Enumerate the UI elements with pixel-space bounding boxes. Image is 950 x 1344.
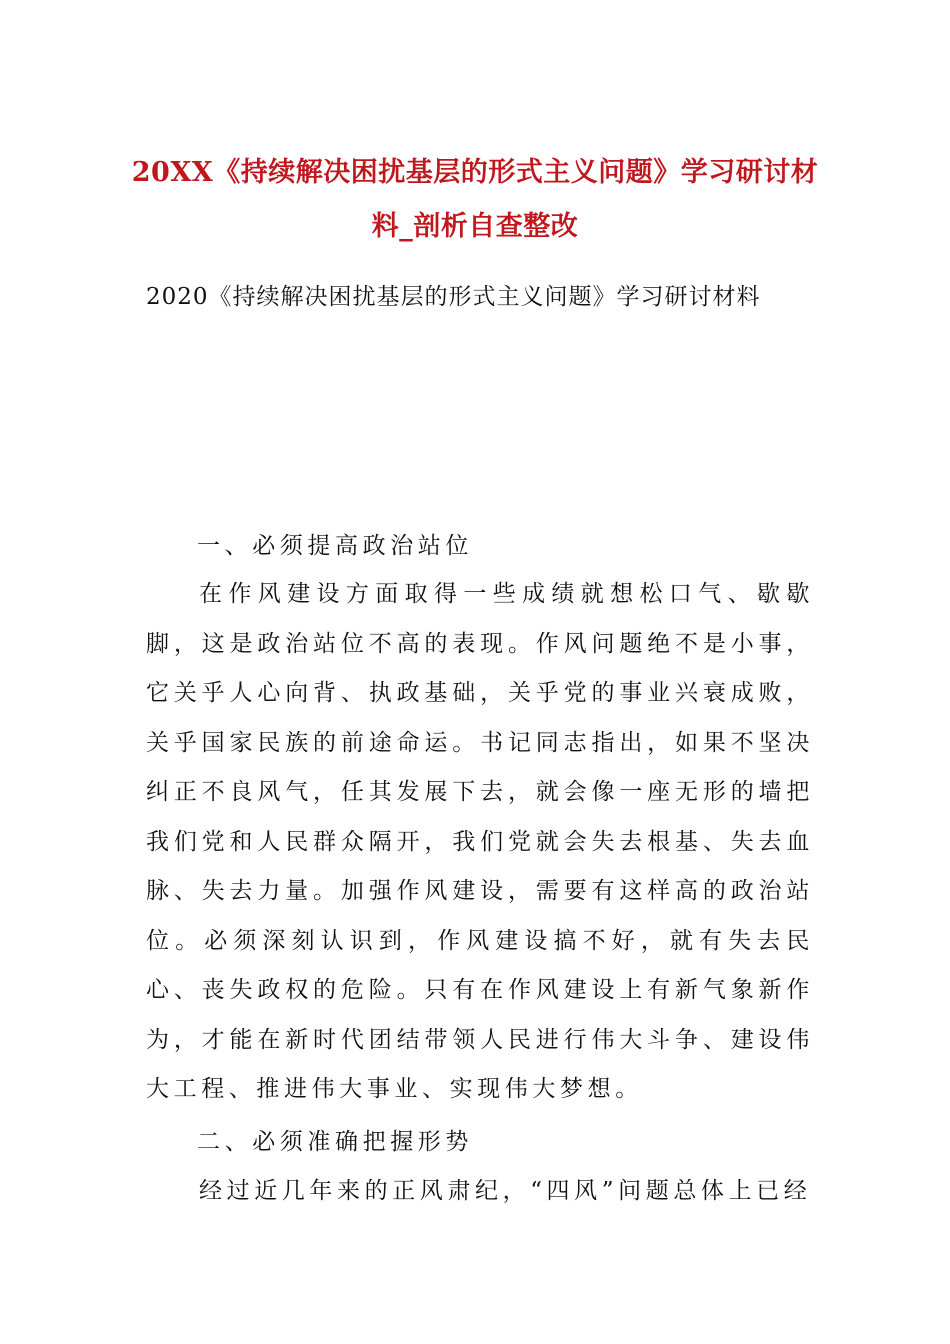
document-title: 20XX《持续解决困扰基层的形式主义问题》学习研讨材料_剖析自查整改 bbox=[131, 157, 819, 242]
section-paragraph-2: 经过近几年来的正风肃纪，“四风”问题总体上已经 bbox=[199, 1178, 812, 1204]
section-paragraph-1: 在作风建设方面取得一些成绩就想松口气、歇歇脚，这是政治站位不高的表现。作风问题绝不是小事，它关乎人心向背、执政基础，关乎党的事业兴衰成败，关乎国家民族的前途命运。书记同志指出，如果不坚决纠正不良风气，任其发展下去，就会像一座无形的墙把我们党和人民群众隔开，我们党就会失去根基、失去血脉、失去力量。加强作风建设，需要有这样高的政治站位。必须深刻认识到，作风建设搞不好，就有失去民心、丧失政权的危险。只有在作风建设上有新气象新作为，才能在新时代团结带领人民进行伟大斗争、建设伟大工程、推进伟大事业、实现伟大梦想。 bbox=[146, 581, 814, 1102]
section-heading-2: 二、必须准确把握形势 bbox=[197, 1129, 473, 1155]
document-subtitle: 2020《持续解决困扰基层的形式主义问题》学习研讨材料 bbox=[146, 284, 761, 310]
section-heading-1: 一、必须提高政治站位 bbox=[197, 533, 473, 559]
